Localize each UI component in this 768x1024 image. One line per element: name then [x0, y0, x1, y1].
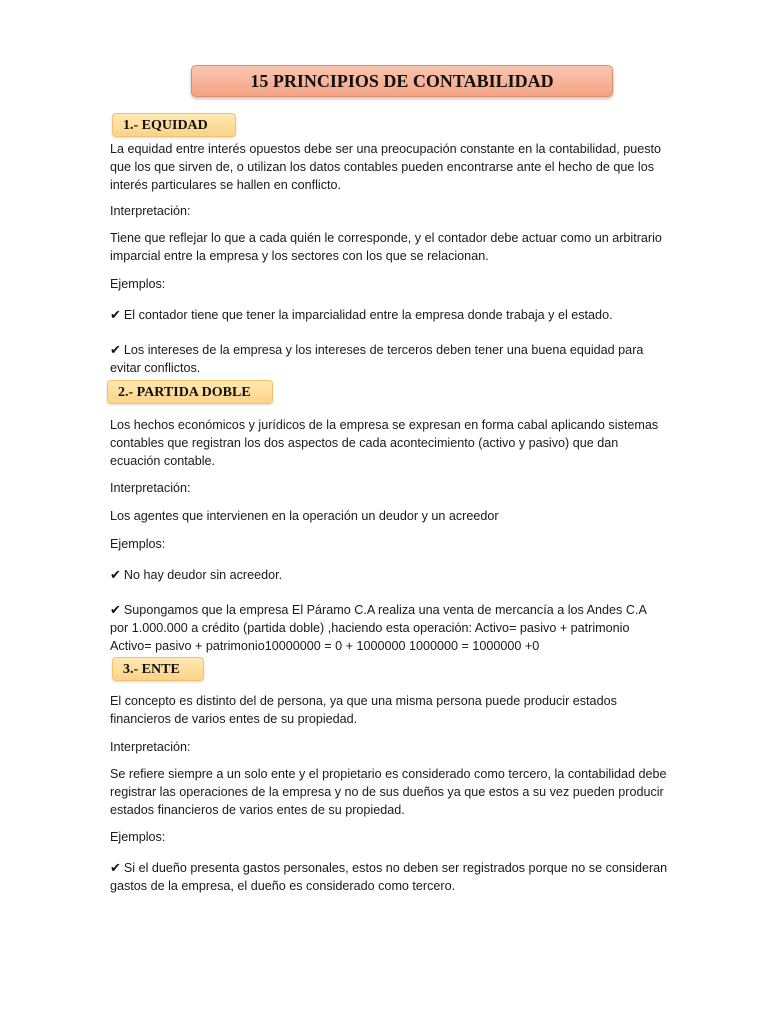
page-title: 15 PRINCIPIOS DE CONTABILIDAD	[191, 65, 613, 97]
interpretation-text: Tiene que reflejar lo que a cada quién le corresponde, y el contador debe actuar como un arbitrario imparcial entre la empresa y los sectores con los que se relacionan.	[110, 231, 662, 263]
section-definition: El concepto es distinto del de persona, ya que una misma persona puede producir estados financieros de varios entes de su propiedad.	[110, 694, 617, 726]
check-icon: ✔	[110, 307, 121, 322]
examples-label: Ejemplos:	[110, 830, 166, 844]
examples-label: Ejemplos:	[110, 537, 166, 551]
example-item: ✔ Si el dueño presenta gastos personales, estos no deben ser registrados porque no se consideran gastos de la empresa, el dueño es considerado como tercero.	[110, 860, 668, 893]
section-heading-equidad: 1.- EQUIDAD	[112, 113, 236, 137]
interpretation-label: Interpretación:	[110, 204, 191, 218]
example-item: ✔ El contador tiene que tener la imparcialidad entre la empresa donde trabaja y el estado.	[110, 307, 613, 322]
examples-label: Ejemplos:	[110, 277, 166, 291]
section-definition: Los hechos económicos y jurídicos de la empresa se expresan en forma cabal aplicando sistemas contables que registran los dos aspectos de cada acontecimiento (activo y pasivo) que dan ecuación contable.	[110, 418, 659, 468]
interpretation-text: Los agentes que intervienen en la operación un deudor y un acreedor	[110, 509, 499, 523]
check-icon: ✔	[110, 602, 121, 617]
check-icon: ✔	[110, 567, 121, 582]
example-item: ✔ Supongamos que la empresa El Páramo C.A realiza una venta de mercancía a los Andes C.A por 1.000.000 a crédito (partida doble) ,haciendo esta operación: Activo= pasivo + patrimonio Activo= pasivo + patrimonio10000000 = 0 + 1000000 1000000 = 1000000 +0	[110, 602, 647, 653]
interpretation-label: Interpretación:	[110, 740, 191, 754]
check-icon: ✔	[110, 342, 121, 357]
interpretation-label: Interpretación:	[110, 481, 191, 495]
example-item: ✔ No hay deudor sin acreedor.	[110, 567, 283, 582]
example-item: ✔ Los intereses de la empresa y los intereses de terceros deben tener una buena equidad para evitar conflictos.	[110, 342, 644, 375]
section-heading-ente: 3.- ENTE	[112, 657, 204, 681]
interpretation-text: Se refiere siempre a un solo ente y el propietario es considerado como tercero, la contabilidad debe registrar las operaciones de la empresa y no de sus dueños ya que estos a su vez pueden producir estados financieros de varios entes de su propiedad.	[110, 767, 667, 817]
section-definition: La equidad entre interés opuestos debe ser una preocupación constante en la contabilidad, puesto que los que sirven de, o utilizan los datos contables pueden encontrarse ante el hecho de que los interés particulares se hallen en conflicto.	[110, 142, 662, 192]
section-heading-partida-doble: 2.- PARTIDA DOBLE	[107, 380, 273, 404]
check-icon: ✔	[110, 860, 121, 875]
